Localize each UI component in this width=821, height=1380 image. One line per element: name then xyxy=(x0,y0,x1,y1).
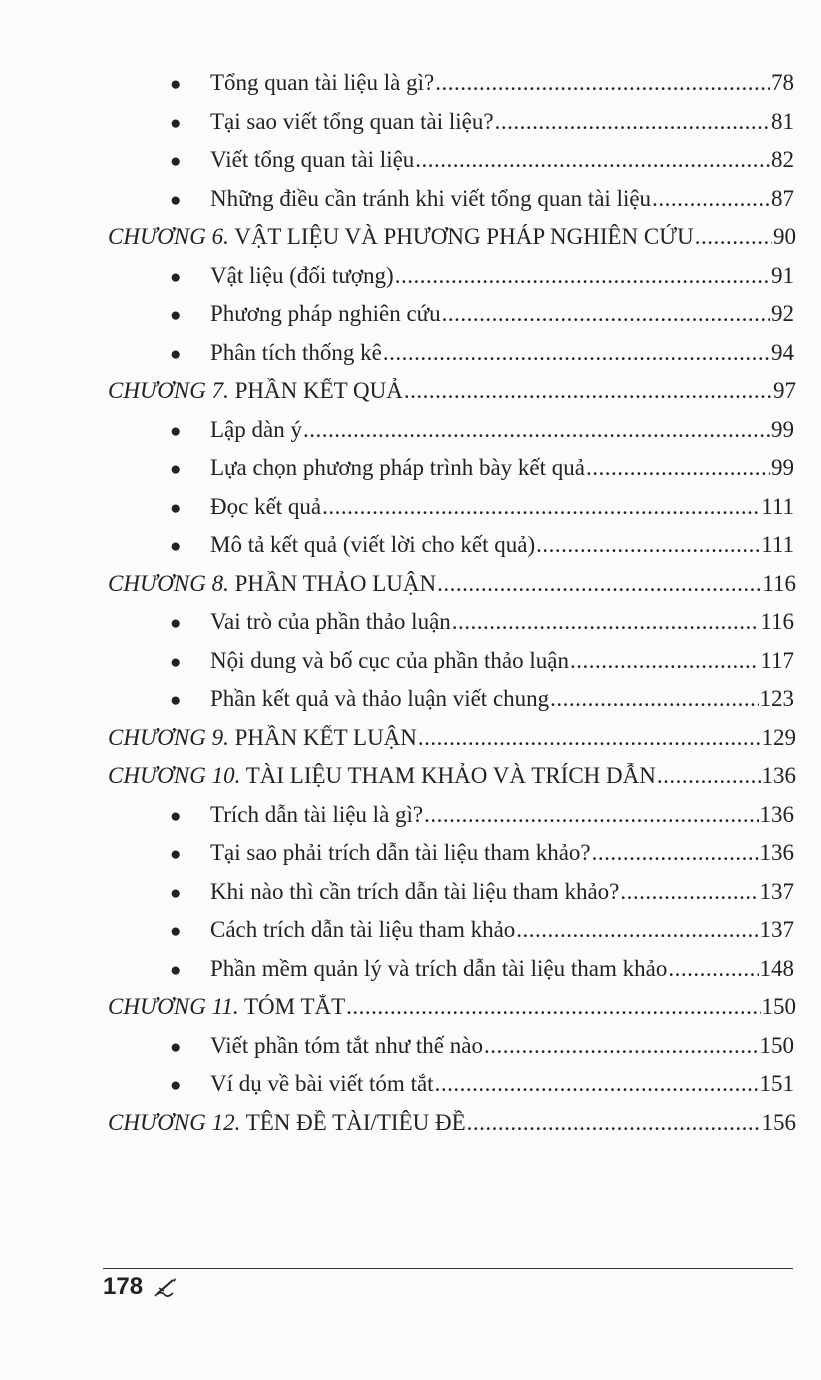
toc-entry-title xyxy=(210,879,619,905)
dot-leader xyxy=(495,109,770,135)
toc-page-number: 137 xyxy=(759,917,794,942)
bullet-icon: ● xyxy=(170,343,182,365)
toc-chapter-entry xyxy=(108,378,796,404)
dot-leader xyxy=(536,532,760,558)
toc-bullet-entry xyxy=(170,1071,794,1097)
toc-entry-title xyxy=(108,224,694,250)
toc-page-number: 129 xyxy=(761,724,796,750)
toc-bullet-entry xyxy=(170,340,794,366)
toc-page-number: 116 xyxy=(760,609,794,634)
toc-bullet-entry xyxy=(170,70,794,96)
bullet-icon: ● xyxy=(170,921,182,942)
bullet-icon: ● xyxy=(170,266,182,288)
page-footer xyxy=(103,1273,179,1301)
bullet-icon: ● xyxy=(170,1075,182,1096)
entry-title-text: Những điều cần tránh khi viết tổng quan tài liệu xyxy=(210,185,652,211)
toc-chapter-entry xyxy=(108,763,796,789)
dot-leader xyxy=(442,301,770,327)
dot-leader xyxy=(550,686,758,712)
bullet-icon: ● xyxy=(170,1036,182,1058)
dot-leader xyxy=(668,956,758,982)
entry-title-text: Ví dụ về bài viết tóm tắt xyxy=(210,1071,434,1096)
toc-entry-title xyxy=(210,609,451,635)
toc-chapter-entry xyxy=(108,571,796,597)
chapter-number: CHƯƠNG 11. xyxy=(108,994,239,1019)
toc-page-number: 111 xyxy=(761,532,794,557)
dot-leader xyxy=(322,494,760,520)
dot-leader xyxy=(418,725,761,751)
toc-entry-title xyxy=(210,532,535,558)
bullet-icon: ● xyxy=(170,459,182,480)
dot-leader xyxy=(592,840,759,866)
toc-page-number: 81 xyxy=(771,108,794,134)
dot-leader xyxy=(435,1071,759,1097)
entry-title-text: Lập dàn ý xyxy=(210,416,302,442)
toc-bullet-entry xyxy=(170,686,794,712)
toc-page-number: 111 xyxy=(761,493,794,519)
dot-leader xyxy=(346,994,760,1020)
toc-bullet-entry xyxy=(170,301,794,327)
toc-entry-title xyxy=(210,147,414,173)
toc-entry-title xyxy=(108,1110,466,1136)
bullet-icon: ● xyxy=(170,805,182,827)
bullet-icon: ● xyxy=(170,882,182,904)
entry-title-text: PHẦN KẾT QUẢ xyxy=(234,378,403,403)
entry-title-text: Tại sao phải trích dẫn tài liệu tham khảo? xyxy=(210,840,591,865)
entry-title-text: VẬT LIỆU VÀ PHƯƠNG PHÁP NGHIÊN CỨU xyxy=(234,224,694,249)
entry-title-text: Viết tổng quan tài liệu xyxy=(210,147,415,172)
toc-chapter-entry xyxy=(108,224,796,250)
chapter-number: CHƯƠNG 8. xyxy=(108,570,229,596)
toc-bullet-entry xyxy=(170,532,794,558)
toc-bullet-entry xyxy=(170,879,794,905)
dot-leader xyxy=(620,879,758,905)
bullet-icon: ● xyxy=(170,613,182,634)
page-number: 178 xyxy=(103,1273,144,1300)
dot-leader xyxy=(484,1033,759,1059)
entry-title-text: PHẦN KẾT LUẬN xyxy=(234,724,417,750)
toc-page-number: 97 xyxy=(773,378,796,403)
toc-bullet-entry xyxy=(170,917,794,943)
entry-title-text: Lựa chọn phương pháp trình bày kết quả xyxy=(210,455,585,480)
bullet-icon: ● xyxy=(170,151,182,172)
dot-leader xyxy=(657,763,761,789)
toc-page-number: 151 xyxy=(759,1071,794,1096)
toc-entry-title xyxy=(108,763,656,789)
bullet-icon: ● xyxy=(170,497,182,519)
toc-bullet-entry xyxy=(170,802,794,828)
toc-entry-title xyxy=(210,802,423,828)
entry-title-text: Nội dung và bố cục của phần thảo luận xyxy=(210,647,569,673)
toc-page-number: 99 xyxy=(771,416,794,442)
entry-title-text: PHẦN THẢO LUẬN xyxy=(234,570,437,596)
entry-title-text: TÓM TẮT xyxy=(244,994,346,1019)
toc-page-number: 91 xyxy=(771,262,794,288)
toc-entry-title xyxy=(210,301,441,327)
entry-title-text: Mô tả kết quả (viết lời cho kết quả) xyxy=(210,532,536,557)
entry-title-text: Vật liệu (đối tượng) xyxy=(210,262,394,288)
toc-bullet-entry xyxy=(170,1033,794,1059)
toc-bullet-entry xyxy=(170,956,794,982)
entry-title-text: Viết phần tóm tắt như thế nào xyxy=(210,1032,483,1058)
toc-page-number: 123 xyxy=(759,686,794,711)
toc-bullet-entry xyxy=(170,263,794,289)
bullet-icon: ● xyxy=(170,189,182,211)
dot-leader xyxy=(652,186,770,212)
dot-leader xyxy=(467,1110,761,1136)
toc-entry-title xyxy=(210,340,382,366)
entry-title-text: Vai trò của phần thảo luận xyxy=(210,609,451,634)
bullet-icon: ● xyxy=(170,112,182,134)
dot-leader xyxy=(695,224,772,250)
chapter-number: CHƯƠNG 6. xyxy=(108,224,229,249)
dot-leader xyxy=(452,609,760,635)
toc-entry-title xyxy=(210,686,549,712)
entry-title-text: Khi nào thì cần trích dẫn tài liệu tham khảo? xyxy=(210,878,620,904)
pen-writing-icon xyxy=(153,1276,179,1298)
entry-title-text: Cách trích dẫn tài liệu tham khảo xyxy=(210,917,516,942)
toc-page-number: 148 xyxy=(759,955,794,981)
dot-leader xyxy=(404,378,772,404)
toc-entry-title xyxy=(210,840,591,866)
bullet-icon: ● xyxy=(170,844,182,865)
toc-page-number: 99 xyxy=(771,455,794,480)
toc-page-number: 82 xyxy=(771,147,794,172)
toc-bullet-entry xyxy=(170,840,794,866)
footer-divider xyxy=(103,1268,793,1269)
dot-leader xyxy=(383,340,770,366)
toc-entry-title xyxy=(210,917,515,943)
toc-entry-title xyxy=(210,109,494,135)
bullet-icon: ● xyxy=(170,305,182,326)
entry-title-text: Tại sao viết tổng quan tài liệu? xyxy=(210,108,494,134)
toc-entry-title xyxy=(210,956,667,982)
bullet-icon: ● xyxy=(170,690,182,711)
toc-bullet-entry xyxy=(170,186,794,212)
toc-entry-title xyxy=(210,494,321,520)
toc-page-number: 87 xyxy=(771,185,794,211)
toc-page-number: 136 xyxy=(761,763,796,788)
entry-title-text: Trích dẫn tài liệu là gì? xyxy=(210,801,424,827)
entry-title-text: Phần kết quả và thảo luận viết chung xyxy=(210,686,550,711)
toc-chapter-entry xyxy=(108,725,796,751)
dot-leader xyxy=(570,648,759,674)
toc-entry-title xyxy=(210,1071,434,1097)
toc-entry-title xyxy=(210,70,434,96)
bullet-icon: ● xyxy=(170,651,182,673)
toc-bullet-entry xyxy=(170,609,794,635)
entry-title-text: Tổng quan tài liệu là gì? xyxy=(210,70,435,95)
toc-entry-title xyxy=(210,1033,483,1059)
toc-entry-title xyxy=(108,378,403,404)
toc-page-number: 150 xyxy=(759,1032,794,1058)
chapter-number: CHƯƠNG 10. xyxy=(108,763,241,788)
bullet-icon: ● xyxy=(170,74,182,95)
dot-leader xyxy=(516,917,758,943)
toc-bullet-entry xyxy=(170,494,794,520)
toc-page-number: 90 xyxy=(773,224,796,249)
chapter-number: CHƯƠNG 9. xyxy=(108,724,229,750)
dot-leader xyxy=(586,455,770,481)
toc-entry-title xyxy=(210,455,585,481)
toc-page-number: 116 xyxy=(762,570,796,596)
toc-bullet-entry xyxy=(170,648,794,674)
toc-entry-title xyxy=(108,571,436,597)
dot-leader xyxy=(435,70,770,96)
toc-page-number: 137 xyxy=(759,878,794,904)
chapter-number: CHƯƠNG 7. xyxy=(108,378,229,403)
toc-bullet-entry xyxy=(170,147,794,173)
dot-leader xyxy=(415,147,770,173)
entry-title-text: Phân tích thống kê xyxy=(210,339,382,365)
bullet-icon: ● xyxy=(170,536,182,557)
bullet-icon: ● xyxy=(170,420,182,442)
toc-page-number: 78 xyxy=(771,70,794,95)
toc-bullet-entry xyxy=(170,109,794,135)
toc-entry-title xyxy=(210,263,394,289)
toc-page-number: 94 xyxy=(771,339,794,365)
toc-page-number: 136 xyxy=(759,801,794,827)
entry-title-text: TÀI LIỆU THAM KHẢO VÀ TRÍCH DẪN xyxy=(245,763,656,788)
toc-chapter-entry xyxy=(108,994,796,1020)
entry-title-text: Phần mềm quản lý và trích dẫn tài liệu tham khảo xyxy=(210,955,668,981)
toc-chapter-entry xyxy=(108,1110,796,1136)
dot-leader xyxy=(303,417,770,443)
toc-entry-title xyxy=(210,648,569,674)
dot-leader xyxy=(395,263,770,289)
toc-page-number: 150 xyxy=(761,994,796,1019)
toc-entry-title xyxy=(210,417,302,443)
toc-page-number: 92 xyxy=(771,301,794,326)
entry-title-text: Phương pháp nghiên cứu xyxy=(210,301,441,326)
toc-entry-title xyxy=(210,186,651,212)
toc-entry-title xyxy=(108,725,417,751)
dot-leader xyxy=(437,571,761,597)
toc-bullet-entry xyxy=(170,417,794,443)
bullet-icon: ● xyxy=(170,959,182,981)
toc-page-number: 117 xyxy=(760,647,794,673)
chapter-number: CHƯƠNG 12. xyxy=(108,1109,241,1135)
toc-page-number: 156 xyxy=(761,1109,796,1135)
toc-page-number: 136 xyxy=(759,840,794,865)
entry-title-text: TÊN ĐỀ TÀI/TIÊU ĐỀ xyxy=(245,1109,466,1135)
dot-leader xyxy=(424,802,758,828)
toc-bullet-entry xyxy=(170,455,794,481)
toc-entry-title xyxy=(108,994,345,1020)
entry-title-text: Đọc kết quả xyxy=(210,493,322,519)
